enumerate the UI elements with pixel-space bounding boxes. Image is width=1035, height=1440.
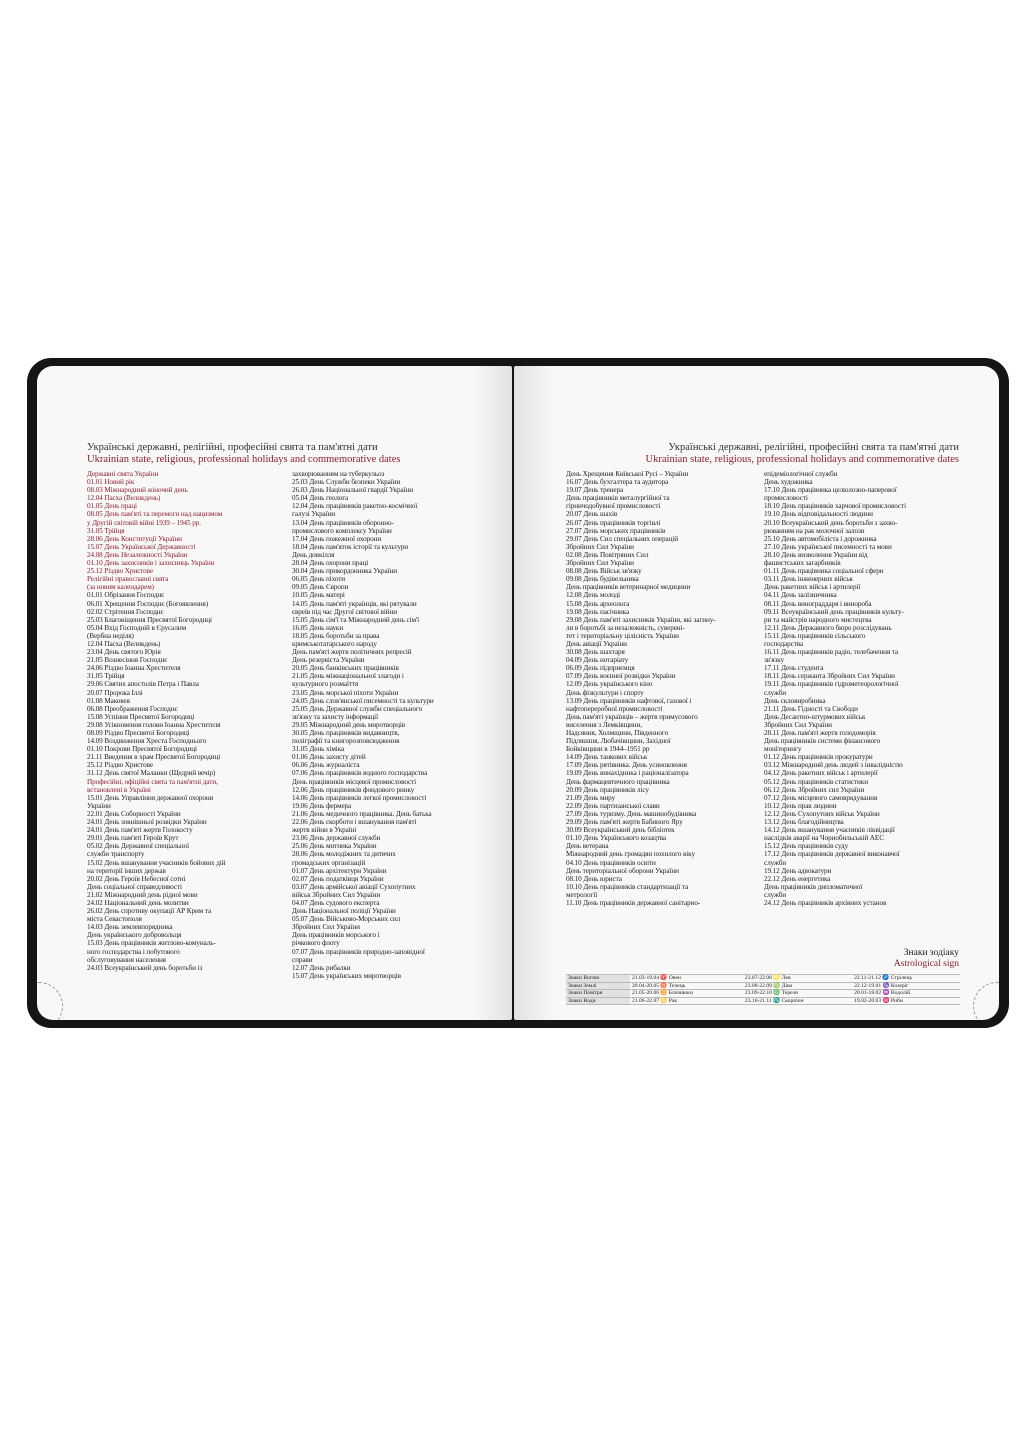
holiday-line: 18.11 День сержанта Збройних Сил України <box>764 672 895 681</box>
holiday-line: 26.07 День працівників торгівлі <box>566 518 661 527</box>
holiday-line: 14.09 День танкових військ <box>566 753 648 762</box>
holiday-line: 18.05 День боротьби за права <box>292 631 380 640</box>
holiday-line: тет і територіальну цілісність України <box>566 631 679 640</box>
holiday-line: 23.04 День святого Юрія <box>87 648 161 657</box>
holiday-line: 25.10 День автомобіліста і дорожника <box>764 534 877 543</box>
holiday-line: 01.11 День працівника соціальної сфери <box>764 567 884 576</box>
zodiac-title-ua: Знаки зодіаку <box>903 948 959 958</box>
holiday-line: 01.05 День праці <box>87 502 137 511</box>
holiday-line: на території інших держав <box>87 866 166 875</box>
holiday-line: 15.07 День українських миротворців <box>292 971 401 980</box>
holiday-line: 20.10 Всеукраїнський день боротьби з захво- <box>764 518 898 527</box>
holiday-line: 15.07 День Української Державності <box>87 542 196 551</box>
holiday-line: 25.03 День Служби безпеки України <box>292 478 401 487</box>
holiday-line: 15.05 День сім'ї та Міжнародний день сім'ї <box>292 615 420 624</box>
holiday-line: Надсяння, Холмщини, Південного <box>566 729 669 737</box>
holiday-line: 29.07 День Сил спеціальних операцій <box>566 534 678 543</box>
holiday-line: 01.01 Новий рік <box>87 478 135 487</box>
right-page <box>514 366 999 1020</box>
holiday-line: 14.09 Воздвиження Хреста Господнього <box>87 737 207 746</box>
holiday-line: 07.09 День воєнної розвідки України <box>566 672 676 681</box>
holiday-line: 04.12 День ракетних військ і артилерії <box>764 769 878 778</box>
holiday-line: 08.10 День юриста <box>566 874 622 883</box>
zodiac-sign-cell: 23.08-22.09 ♍ Діва <box>743 982 852 990</box>
holiday-line: 22.12 День енергетика <box>764 874 831 883</box>
holiday-line: 30.04 День прикордонника України <box>292 567 397 576</box>
holiday-line: 13.12 День благодійництва <box>764 818 844 827</box>
holiday-line: 08.03 Міжнародний жіночий день <box>87 486 188 495</box>
holiday-line: 01.07 День архітектури України <box>292 866 387 875</box>
holiday-line: 26.03 День Національної гвардії України <box>292 486 413 495</box>
holiday-line: 28.06 День Конституції України <box>87 534 182 543</box>
holiday-line: 02.07 День податківця України <box>292 874 384 883</box>
holiday-line: промислового комплексу України <box>292 526 392 535</box>
holiday-line: епідеміологічної служби <box>764 470 838 478</box>
holiday-line: 20.07 День шахів <box>566 510 618 519</box>
holiday-line: 06.09 День підприємця <box>566 664 635 673</box>
page-header-right <box>646 442 959 466</box>
holiday-line: 21.09 День миру <box>566 793 616 802</box>
holiday-line: 12.12 День Сухопутних військ України <box>764 809 880 818</box>
holiday-line: 06.01 Хрещення Господнє (Богоявлення) <box>87 599 208 608</box>
holiday-line: євреїв під час Другої світової війни <box>292 607 397 616</box>
holiday-line: 03.07 День армійської авіації Сухопутних <box>292 882 416 891</box>
holiday-line: захворюванням на туберкульоз <box>292 470 385 478</box>
holiday-line: 01.12 День працівників прокуратури <box>764 753 873 762</box>
holiday-line: День територіальної оборони України <box>566 866 679 875</box>
holiday-line: у Другій світовій війні 1939 – 1945 рр. <box>87 518 201 527</box>
holiday-line: 31.05 Трійця <box>87 526 125 535</box>
holiday-line: Збройних Сил України <box>566 559 634 568</box>
holiday-line: День ракетних військ і артилерії <box>764 583 861 592</box>
holiday-line: 20.09 День працівників лісу <box>566 785 649 794</box>
holiday-line: 22.06 День скорботи і вшанування пам'яті <box>292 818 417 827</box>
zodiac-sign-cell: 21.03-19.04 ♈ Овен <box>630 975 743 983</box>
notebook-spread <box>27 358 1009 1028</box>
holiday-line: 24.03 Всеукраїнський день боротьби із <box>87 963 203 972</box>
holiday-line: служби транспорту <box>87 850 145 859</box>
holiday-line: виселення з Лемківщини, <box>566 720 642 729</box>
holiday-line: День ветерана <box>566 842 609 851</box>
holiday-line: 25.12 Різдво Христове <box>87 567 153 576</box>
holiday-line: 16.05 День науки <box>292 623 344 632</box>
holiday-line: 09.05 День Європи <box>292 583 349 592</box>
holiday-line: 19.09 День винахідника і раціоналізатора <box>566 769 689 778</box>
holiday-line: 23.06 День державної служби <box>292 834 381 843</box>
holiday-line: 14.05 День пам'яті українців, які рятували <box>292 599 417 608</box>
holiday-line: рюванням на рак молочної залози <box>764 526 865 535</box>
holiday-line: 08.09 Різдво Пресвятої Богородиці <box>87 729 190 737</box>
holiday-line: 22.01 День Соборності України <box>87 809 181 818</box>
holiday-line: 17.10 День працівника целюлозно-паперової <box>764 486 897 495</box>
holiday-line: 06.06 День журналіста <box>292 761 360 770</box>
holiday-line: 15.02 День вшанування учасників бойових дій <box>87 858 226 867</box>
holiday-line: День фізкультури і спорту <box>566 688 644 697</box>
zodiac-sign-cell: 23.10-21.11 ♏ Скорпіон <box>743 997 852 1005</box>
zodiac-sign-cell: 21.06-22.07 ♋ Рак <box>630 997 743 1005</box>
zodiac-table <box>566 974 960 1005</box>
holiday-line: 21.11 День Гідності та Свободи <box>764 704 858 713</box>
holiday-line: 30.05 День працівників видавництв, <box>292 729 400 737</box>
holiday-line: 19.10 День відповідальності людини <box>764 510 873 519</box>
zodiac-sign-cell: 23.07-22.08 ♌ Лев <box>743 975 852 983</box>
zodiac-row <box>566 997 960 1005</box>
holiday-line: 13.09 День працівників нафтової, газової і <box>566 696 692 705</box>
zodiac-sign-cell: 20.01-18.02 ♒ Водолій <box>852 990 960 998</box>
holiday-line: 12.07 День рибалки <box>292 963 351 972</box>
holiday-line: галузі України <box>292 510 336 519</box>
zodiac-row <box>566 982 960 990</box>
zodiac-element-group: Знаки Землі <box>566 982 630 990</box>
holiday-line: День працівників морського і <box>292 931 380 940</box>
holiday-line: 06.12 День Збройних сил України <box>764 785 865 794</box>
holiday-line: 14.06 День працівників легкої промисловості <box>292 793 427 802</box>
holiday-line: 09.08 День будівельника <box>566 575 639 584</box>
holiday-line: 19.07 День тренера <box>566 486 624 495</box>
page-header-left <box>87 442 400 466</box>
holiday-line: 21.05 Вознесіння Господнє <box>87 656 168 665</box>
zodiac-heading <box>894 948 959 970</box>
holiday-line: 04.09 День нотаріату <box>566 656 629 665</box>
holiday-line: 07.12 День місцевого самоврядування <box>764 793 878 802</box>
holiday-line: 01.10 День захисників і захисниць України <box>87 559 215 568</box>
holiday-line: зв'язку та захисту інформації <box>292 712 378 721</box>
holiday-line: 27.09 День туризму. День машинобудівника <box>566 809 697 818</box>
holiday-line: 24.05 День слов'янської писемності та культури <box>292 696 434 705</box>
zodiac-element-group: Знаки Повітря <box>566 990 630 998</box>
holiday-line: 18.04 День пам'яток історії та культури <box>292 542 409 551</box>
holiday-line: 12.04 Пасха (Великдень) <box>87 494 161 503</box>
holiday-line: 05.12 День працівників статистики <box>764 777 868 786</box>
holiday-line: День Десантно-штурмових військ <box>764 712 866 721</box>
holiday-line: 19.06 День фермера <box>292 801 352 810</box>
holiday-line: 14.12 День вшанування учасників ліквідації <box>764 826 895 835</box>
holiday-line: 16.11 День працівників радіо, телебачення та <box>764 648 898 657</box>
holiday-line: ного господарства і побутового <box>87 947 180 956</box>
holiday-line: 09.11 Всеукраїнський день працівників культу- <box>764 607 904 616</box>
holiday-column-3 <box>566 470 766 907</box>
holiday-line: обслуговування населення <box>87 955 166 964</box>
left-page <box>37 366 512 1020</box>
holiday-line: День Національної поліції України <box>292 907 396 916</box>
holiday-line: 06.08 Преображення Господнє <box>87 704 178 713</box>
holiday-line: 21.06 День медичного працівника. День батька <box>292 809 432 818</box>
holiday-line: військ Збройних Сил України <box>292 890 381 899</box>
holiday-line: 05.07 День Військово-Морських сил <box>292 915 401 924</box>
holiday-line: 25.06 День митника України <box>292 842 377 851</box>
holiday-line: 01.10 День Українського козацтва <box>566 834 667 843</box>
holiday-line: служби <box>764 890 787 899</box>
holiday-line: 03.11 День інженерних військ <box>764 575 853 584</box>
holiday-line: 27.10 День української писемності та мови <box>764 542 892 551</box>
holiday-line: 27.07 День морських працівників <box>566 526 666 535</box>
holiday-line: культурного розмаїття <box>292 680 359 689</box>
holiday-line: 21.11 Введення в храм Пресвятої Богородиці <box>87 753 221 762</box>
holiday-line: 12.08 День молоді <box>566 591 621 600</box>
holiday-line: метрології <box>566 890 598 899</box>
header-title-en: Ukrainian state, religious, professional holidays and commemorative dates <box>87 454 401 465</box>
holiday-line: 20.07 Пророка Іллі <box>87 688 143 697</box>
holiday-line: 29.09 День пам'яті жертв Бабиного Яру <box>566 818 683 827</box>
holiday-line: 20.02 День Героїв Небесної сотні <box>87 874 186 883</box>
holiday-line: 15.12 День працівників суду <box>764 842 849 851</box>
holiday-line: кримськотатарського народу <box>292 639 377 648</box>
holiday-line: 28.04 День охорони праці <box>292 559 369 568</box>
holiday-line: гірничодобувної промисловості <box>566 502 661 511</box>
holiday-line: справи <box>292 955 313 964</box>
holiday-line: громадських організацій <box>292 858 366 867</box>
zodiac-sign-cell: 22.12-19.01 ♑ Козеріг <box>852 982 960 990</box>
holiday-line: Збройних Сил України <box>764 720 832 729</box>
holiday-line: 29.05 Міжнародний день миротворців <box>292 720 406 729</box>
holiday-line: 17.12 День працівників державної виконавчої <box>764 850 900 859</box>
holiday-line: моніторингу <box>764 745 802 754</box>
holiday-line: фашистських загарбників <box>764 559 841 568</box>
holiday-line: 24.08 День Незалежності України <box>87 550 188 559</box>
holiday-line: 24.12 День працівників архівних установ <box>764 898 887 907</box>
holiday-line: 28.10 День визволення України від <box>764 550 868 559</box>
holiday-line: День художника <box>764 478 813 487</box>
holiday-line: промисловості <box>764 494 808 503</box>
holiday-line: 01.08 Маковея <box>87 696 130 705</box>
holiday-line: День резервіста України <box>292 656 365 665</box>
holiday-line: зв'язку <box>764 656 784 665</box>
holiday-line: 24.01 День пам'яті жертв Голокосту <box>87 826 193 835</box>
zodiac-sign-cell: 21.05-20.06 ♊ Близнюки <box>630 990 743 998</box>
holiday-line: 16.07 День бухгалтера та аудитора <box>566 478 669 487</box>
zodiac-sign-cell: 23.09-22.10 ♎ Терези <box>743 990 852 998</box>
holiday-line: 30.09 Всеукраїнський день бібліотек <box>566 826 675 835</box>
holiday-line: (Вербна неділя) <box>87 631 134 640</box>
holiday-line: День працівників ветеринарної медицини <box>566 583 691 592</box>
holiday-line: (за новим календарем) <box>87 583 154 592</box>
holiday-line: День авіації України <box>566 639 627 648</box>
holiday-line: 24.01 День зовнішньої розвідки України <box>87 818 207 827</box>
holiday-line: 29.08 День пам'яті захисників України, які загину- <box>566 615 716 624</box>
holiday-line: 17.09 День рятівника. День усиновлення <box>566 761 687 770</box>
holiday-line: 07.06 День працівників водного господарства <box>292 769 428 778</box>
holiday-line: 25.12 Різдво Христове <box>87 761 153 770</box>
holiday-line: 29.01 День пам'яті Героїв Крут <box>87 834 179 843</box>
holiday-line: 10.10 День працівників стандартизації та <box>566 882 689 891</box>
holiday-line: 29.06 Святих апостолів Петра і Павла <box>87 680 199 689</box>
holiday-line: 10.12 День прав людини <box>764 801 837 810</box>
holiday-line: Релігійні православні свята <box>87 575 169 584</box>
holiday-line: 01.01 Обрізання Господнє <box>87 591 165 600</box>
holiday-line: 13.04 День працівників оборонно- <box>292 518 394 527</box>
holiday-line: 06.05 День піхоти <box>292 575 346 584</box>
holiday-line: День працівників місцевої промисловості <box>292 777 417 786</box>
holiday-line: Бойківщини в 1944–1951 рр <box>566 745 650 754</box>
holiday-line: 04.11 День залізничника <box>764 591 837 600</box>
holiday-line: Державні свята України <box>87 470 159 478</box>
holiday-line: 21.05 День міжнаціональної злагоди і <box>292 672 404 681</box>
header-title-en: Ukrainian state, religious, professional holidays and commemorative dates <box>645 454 959 465</box>
holiday-line: 02.02 Стрітення Господнє <box>87 607 164 616</box>
holiday-column-4 <box>764 470 964 907</box>
holiday-line: 10.05 День матері <box>292 591 345 600</box>
holiday-line: 05.04 День геолога <box>292 494 349 503</box>
corner-pocket-mark <box>973 982 999 1020</box>
holiday-line: 21.02 Міжнародний день рідної мови <box>87 890 198 899</box>
holiday-line: 19.11 День працівників гідрометеорологічної <box>764 680 899 689</box>
holiday-line: Професійні, офіційні свята та пам'ятні дати, <box>87 777 218 786</box>
holiday-line: 31.05 Трійця <box>87 672 125 681</box>
holiday-column-1 <box>87 470 287 972</box>
holiday-line: Міжнародний день громадян похилого віку <box>566 850 695 859</box>
zodiac-title-en: Astrological sign <box>893 959 959 969</box>
holiday-line: 30.08 День шахтаря <box>566 648 625 657</box>
holiday-line: 15.03 День працівників житлово-комуналь- <box>87 939 216 948</box>
holiday-line: поліграфії та книгорозповсюдження <box>292 737 400 746</box>
holiday-line: 17.04 День пожежної охорони <box>292 534 382 543</box>
holiday-line: 22.09 День партизанської слави <box>566 801 660 810</box>
holiday-line: 23.05 День морської піхоти України <box>292 688 399 697</box>
holiday-line: 12.11 День Державного бюро розслідувань <box>764 623 892 632</box>
holiday-line: 20.05 День банківських працівників <box>292 664 399 673</box>
holiday-line: 05.04 Вхід Господній в Єрусалим <box>87 623 187 632</box>
holiday-line: День фармацевтичного працівника <box>566 777 670 786</box>
holiday-line: міста Севастополя <box>87 915 142 924</box>
holiday-line: 15.01 День Управління державної охорони <box>87 793 214 802</box>
holiday-line: День працівників металургійної та <box>566 494 670 503</box>
header-title-ua: Українські державні, релігійні, професійні свята та пам'ятні дати <box>87 442 378 453</box>
holiday-line: День пам'яті українців – жертв примусового <box>566 712 698 721</box>
holiday-line: День довкілля <box>292 550 335 559</box>
holiday-line: 08.11 День винограддаря і винороба <box>764 599 872 608</box>
holiday-line: 12.09 День українського кіно <box>566 680 653 689</box>
holiday-line: 19.08 День пасічника <box>566 607 630 616</box>
zodiac-row <box>566 990 960 998</box>
holiday-line: 02.08 День Повітряних Сил <box>566 550 649 559</box>
holiday-line: ри та майстрів народного мистецтва <box>764 615 872 624</box>
holiday-line: 15.08 День археолога <box>566 599 630 608</box>
holiday-line: 29.08 Усікновення голови Іоанна Хрестителя <box>87 720 221 729</box>
holiday-line: 15.08 Успіння Пресвятої Богородиці <box>87 712 195 721</box>
holiday-column-2 <box>292 470 492 980</box>
zodiac-sign-cell: 20.04-20.05 ♉ Телець <box>630 982 743 990</box>
holiday-line: 18.10 День працівників харчової промисловості <box>764 502 906 511</box>
holiday-line: господарства <box>764 639 804 648</box>
holiday-line: День працівників дипломатичної <box>764 882 863 891</box>
holiday-line: служби <box>764 858 787 867</box>
holiday-line: Збройних Сил України <box>292 923 360 932</box>
holiday-line: День скловиробника <box>764 696 826 705</box>
holiday-line: День пам'яті жертв політичних репресій <box>292 648 412 657</box>
holiday-line: День соціальної справедливості <box>87 882 182 891</box>
holiday-line: річкового флоту <box>292 939 340 948</box>
holiday-line: 25.05 День Державної служби спеціального <box>292 704 423 713</box>
zodiac-element-group: Знаки Води <box>566 997 630 1005</box>
holiday-line: 31.05 День хіміка <box>292 745 345 754</box>
holiday-line: 15.11 День працівників сільського <box>764 631 866 640</box>
zodiac-row <box>566 975 960 983</box>
holiday-line: 12.04 День працівників ракетно-космічної <box>292 502 418 511</box>
zodiac-sign-cell: 22.11-21.12 ♐ Стрілець <box>852 975 960 983</box>
header-title-ua: Українські державні, релігійні, професійні свята та пам'ятні дати <box>668 442 959 453</box>
holiday-line: 08.05 День пам'яті та перемоги над нацизмом <box>87 510 223 519</box>
holiday-line: 12.06 День працівників фондового ринку <box>292 785 415 794</box>
holiday-line: 07.07 День працівників природно-заповідної <box>292 947 425 956</box>
zodiac-element-group: Знаки Вогню <box>566 975 630 983</box>
holiday-line: нафтопереробної промисловості <box>566 704 663 713</box>
holiday-line: 17.11 День студента <box>764 664 824 673</box>
holiday-line: України <box>87 801 111 810</box>
holiday-line: 14.03 День землевпорядника <box>87 923 173 932</box>
holiday-line: 25.03 Благовіщення Пресвятої Богородиці <box>87 615 212 624</box>
holiday-line: Підляшшя, Любачівщини, Західної <box>566 737 671 746</box>
holiday-line: 19.12 День адвокатури <box>764 866 832 875</box>
holiday-line: 24.02 Національний день молитви <box>87 898 189 907</box>
holiday-line: 28.06 День молодіжних та дитячих <box>292 850 396 859</box>
holiday-line: 28.11 День пам'яті жертв голодоморів <box>764 729 876 737</box>
holiday-line: День Хрещення Київської Русі – України <box>566 470 689 478</box>
zodiac-sign-cell: 19.02-20.03 ♓ Риби <box>852 997 960 1005</box>
holiday-line: Збройних Сил України <box>566 542 634 551</box>
holiday-line: День українського добровольця <box>87 931 182 940</box>
holiday-line: жертв війни в Україні <box>292 826 357 835</box>
holiday-line: 01.06 День захисту дітей <box>292 753 366 762</box>
holiday-line: 08.08 День Військ зв'язку <box>566 567 642 576</box>
holiday-line: служби <box>764 688 787 697</box>
holiday-line: 26.02 День спротиву окупації АР Крим та <box>87 907 212 916</box>
holiday-line: ли в боротьбі за незалежність, суверені- <box>566 623 685 632</box>
holiday-line: 01.10 Покрови Пресвятої Богородиці <box>87 745 197 754</box>
holiday-line: 03.12 Міжнародний день людей з інвалідністю <box>764 761 903 770</box>
holiday-line: 31.12 День святої Маланки (Щедрий вечір) <box>87 769 216 778</box>
corner-pocket-mark <box>37 982 63 1020</box>
holiday-line: встановлені в Україні <box>87 785 151 794</box>
holiday-line: День працівників системи фінансового <box>764 737 881 746</box>
holiday-line: 24.06 Різдво Іоанна Хрестителя <box>87 664 181 673</box>
holiday-line: 11.10 День працівників державної санітарно- <box>566 898 701 907</box>
holiday-line: 04.07 День судового експерта <box>292 898 380 907</box>
holiday-line: 12.04 Пасха (Великдень) <box>87 639 161 648</box>
holiday-line: 05.02 День Державної спеціальної <box>87 842 190 851</box>
holiday-line: 04.10 День працівників освіти <box>566 858 656 867</box>
holiday-line: наслідків аварії на Чорнобильській АЕС <box>764 834 884 843</box>
